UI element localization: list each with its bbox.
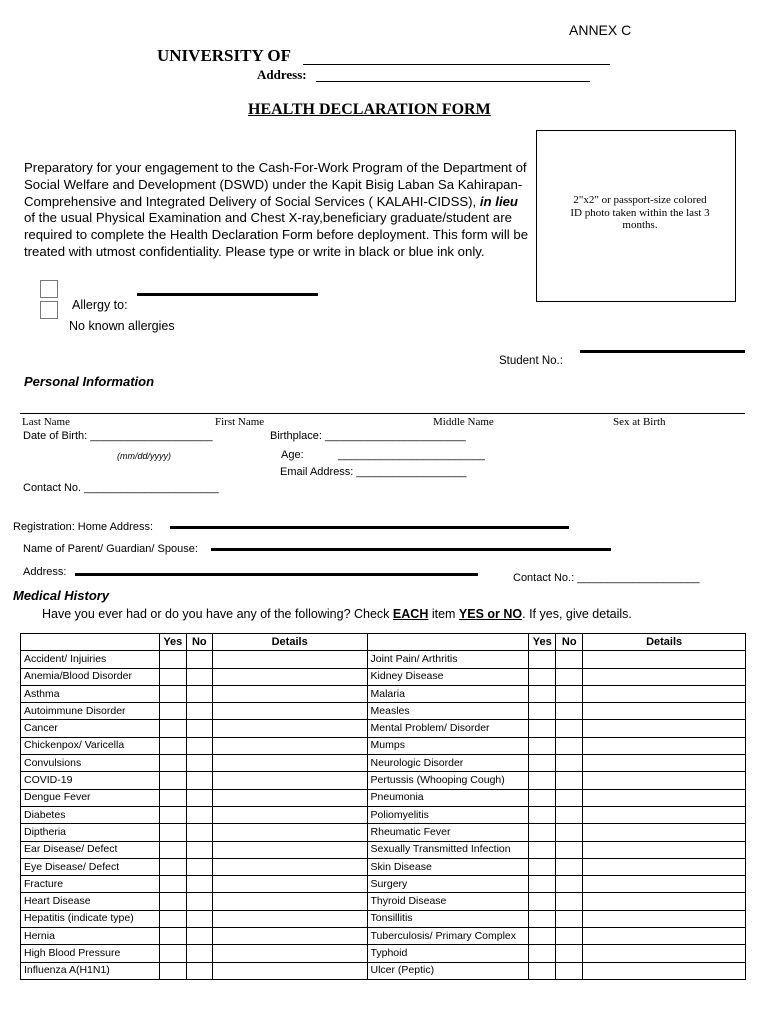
details-cell[interactable]	[583, 858, 746, 875]
no-checkbox-cell[interactable]	[186, 772, 212, 789]
table-row	[21, 893, 746, 910]
details-cell[interactable]	[212, 945, 367, 962]
yes-checkbox-cell[interactable]	[159, 651, 186, 668]
no-checkbox-cell[interactable]	[186, 668, 212, 685]
dob-label[interactable]: Date of Birth: ____________________	[23, 430, 213, 442]
table-row	[21, 858, 746, 875]
intro-emphasis: in lieu	[479, 193, 518, 209]
medical-history-table	[20, 633, 746, 980]
no-checkbox-cell[interactable]	[186, 651, 212, 668]
no-checkbox-cell[interactable]	[186, 755, 212, 772]
no-checkbox-cell[interactable]	[186, 824, 212, 841]
condition-name: Thyroid Disease	[367, 893, 529, 910]
details-cell[interactable]	[212, 962, 367, 979]
condition-name: Cancer	[21, 720, 160, 737]
condition-header-left	[21, 634, 160, 651]
details-cell[interactable]	[212, 668, 367, 685]
university-label: UNIVERSITY OF	[157, 46, 291, 65]
yes-checkbox-cell[interactable]	[159, 772, 186, 789]
condition-name: Chickenpox/ Varicella	[21, 737, 160, 754]
details-cell[interactable]	[583, 806, 746, 823]
details-cell[interactable]	[583, 910, 746, 927]
condition-name: Skin Disease	[367, 858, 529, 875]
condition-name: COVID-19	[21, 772, 160, 789]
condition-name: Kidney Disease	[367, 668, 529, 685]
no-checkbox-cell[interactable]	[186, 962, 212, 979]
table-row	[21, 703, 746, 720]
table-header-row	[21, 634, 746, 651]
table-row	[21, 806, 746, 823]
yes-checkbox-cell[interactable]	[529, 962, 556, 979]
details-cell[interactable]	[212, 858, 367, 875]
condition-name: Eye Disease/ Defect	[21, 858, 160, 875]
details-cell[interactable]	[212, 841, 367, 858]
no-checkbox-cell[interactable]	[556, 772, 583, 789]
condition-name: Typhoid	[367, 945, 529, 962]
table-row	[21, 824, 746, 841]
no-checkbox-cell[interactable]	[186, 720, 212, 737]
details-cell[interactable]	[583, 841, 746, 858]
no-checkbox-cell[interactable]	[556, 910, 583, 927]
no-checkbox-cell[interactable]	[186, 928, 212, 945]
no-checkbox-cell[interactable]	[556, 789, 583, 806]
contact-label[interactable]: Contact No. ______________________	[23, 482, 219, 494]
instruction-post: . If yes, give details.	[522, 607, 632, 621]
yes-checkbox-cell[interactable]	[159, 703, 186, 720]
no-checkbox-cell[interactable]	[186, 910, 212, 927]
no-checkbox-cell[interactable]	[556, 651, 583, 668]
table-row	[21, 789, 746, 806]
condition-name: Hepatitis (indicate type)	[21, 910, 160, 927]
last-name-label: Last Name	[22, 416, 70, 428]
no-checkbox-cell[interactable]	[186, 893, 212, 910]
details-cell[interactable]	[583, 789, 746, 806]
middle-name-label: Middle Name	[433, 416, 494, 428]
no-checkbox-cell[interactable]	[556, 824, 583, 841]
yes-checkbox-cell[interactable]	[159, 737, 186, 754]
instruction-yesno: YES or NO	[458, 607, 523, 621]
no-checkbox-cell[interactable]	[556, 737, 583, 754]
yes-checkbox-cell[interactable]	[159, 928, 186, 945]
details-cell[interactable]	[212, 824, 367, 841]
parent-address-label: Address:	[23, 566, 67, 578]
condition-name: Influenza A(H1N1)	[21, 962, 160, 979]
no-checkbox-cell[interactable]	[556, 703, 583, 720]
details-cell[interactable]	[583, 824, 746, 841]
yes-checkbox-cell[interactable]	[159, 841, 186, 858]
condition-header-right	[367, 634, 529, 651]
no-checkbox-cell[interactable]	[556, 806, 583, 823]
yes-checkbox-cell[interactable]	[529, 945, 556, 962]
table-row	[21, 962, 746, 979]
condition-name: Surgery	[367, 876, 529, 893]
condition-name: High Blood Pressure	[21, 945, 160, 962]
yes-checkbox-cell[interactable]	[159, 685, 186, 702]
allergy-checkbox[interactable]	[40, 280, 58, 298]
condition-name: Heart Disease	[21, 893, 160, 910]
no-checkbox-cell[interactable]	[556, 928, 583, 945]
yes-checkbox-cell[interactable]	[159, 910, 186, 927]
student-no-field[interactable]	[580, 350, 745, 353]
no-checkbox-cell[interactable]	[556, 685, 583, 702]
condition-name: Diptheria	[21, 824, 160, 841]
dob-format-hint: (mm/dd/yyyy)	[117, 451, 171, 461]
yes-checkbox-cell[interactable]	[159, 858, 186, 875]
condition-name: Pneumonia	[367, 789, 529, 806]
sex-at-birth-label: Sex at Birth	[613, 416, 666, 428]
condition-name: Malaria	[367, 685, 529, 702]
intro-part1: Preparatory for your engagement to the Cash-For-Work Program of the Department of Social Welfare and Development (DSWD) under the Kapit Bisig Laban Sa Kahirapan-Comprehensive and Integrated Delivery of Social Services ( KALAHI-CIDSS),	[24, 160, 527, 209]
yes-checkbox-cell[interactable]	[529, 893, 556, 910]
yes-checkbox-cell[interactable]	[159, 755, 186, 772]
yes-checkbox-cell[interactable]	[159, 893, 186, 910]
intro-part2: of the usual Physical Examination and Chest X-ray,beneficiary graduate/student are required to complete the Health Declaration Form before deployment. This form will be treated with utmost confidentiality. Please type or write in black or blue ink only.	[24, 210, 529, 259]
table-row	[21, 928, 746, 945]
condition-name: Neurologic Disorder	[367, 755, 529, 772]
parent-address-field[interactable]	[75, 573, 478, 576]
details-cell[interactable]	[583, 685, 746, 702]
address-label: Address:	[257, 67, 307, 82]
parent-contact-label[interactable]: Contact No.: ____________________	[513, 572, 700, 584]
condition-name: Poliomyelitis	[367, 806, 529, 823]
medical-history-title: Medical History	[13, 588, 110, 603]
yes-checkbox-cell[interactable]	[529, 824, 556, 841]
instruction-pre: Have you ever had or do you have any of the following? Check	[42, 607, 393, 621]
home-address-field[interactable]	[170, 526, 569, 529]
photo-instructions: 2"x2" or passport-size colored ID photo taken within the last 3 months.	[570, 194, 710, 231]
birthplace-label[interactable]: Birthplace: _______________________	[270, 430, 466, 442]
university-field[interactable]	[303, 64, 610, 65]
yes-checkbox-cell[interactable]	[529, 772, 556, 789]
no-header: No	[556, 634, 583, 651]
personal-info-title: Personal Information	[24, 374, 155, 389]
yes-checkbox-cell[interactable]	[529, 668, 556, 685]
details-cell[interactable]	[212, 789, 367, 806]
student-no-label: Student No.:	[499, 355, 563, 367]
intro-paragraph	[24, 160, 529, 261]
name-field-line[interactable]	[20, 413, 745, 414]
address-field[interactable]	[316, 81, 590, 82]
yes-checkbox-cell[interactable]	[159, 824, 186, 841]
condition-name: Pertussis (Whooping Cough)	[367, 772, 529, 789]
condition-name: Sexually Transmitted Infection	[367, 841, 529, 858]
condition-name: Accident/ Injuiries	[21, 651, 160, 668]
details-cell[interactable]	[583, 893, 746, 910]
email-label[interactable]: Email Address: __________________	[280, 466, 467, 478]
details-cell[interactable]	[583, 737, 746, 754]
yes-checkbox-cell[interactable]	[159, 962, 186, 979]
condition-name: Joint Pain/ Arthritis	[367, 651, 529, 668]
no-checkbox-cell[interactable]	[186, 737, 212, 754]
table-row	[21, 720, 746, 737]
no-checkbox-cell[interactable]	[186, 945, 212, 962]
yes-checkbox-cell[interactable]	[529, 928, 556, 945]
condition-name: Measles	[367, 703, 529, 720]
details-cell[interactable]	[212, 720, 367, 737]
condition-name: Convulsions	[21, 755, 160, 772]
details-cell[interactable]	[583, 668, 746, 685]
no-checkbox-cell[interactable]	[186, 841, 212, 858]
no-checkbox-cell[interactable]	[556, 668, 583, 685]
condition-name: Ulcer (Peptic)	[367, 962, 529, 979]
home-address-label: Registration: Home Address:	[13, 521, 154, 533]
details-header: Details	[583, 634, 746, 651]
no-checkbox-cell[interactable]	[556, 841, 583, 858]
no-checkbox-cell[interactable]	[186, 858, 212, 875]
condition-name: Hernia	[21, 928, 160, 945]
first-name-label: First Name	[215, 416, 265, 428]
table-row	[21, 685, 746, 702]
yes-header: Yes	[529, 634, 556, 651]
details-cell[interactable]	[212, 703, 367, 720]
age-label: Age:	[281, 449, 304, 461]
table-row	[21, 945, 746, 962]
details-cell[interactable]	[212, 685, 367, 702]
details-cell[interactable]	[583, 651, 746, 668]
details-cell[interactable]	[212, 928, 367, 945]
table-row	[21, 755, 746, 772]
yes-checkbox-cell[interactable]	[159, 806, 186, 823]
condition-name: Dengue Fever	[21, 789, 160, 806]
no-checkbox-cell[interactable]	[186, 789, 212, 806]
no-checkbox-cell[interactable]	[186, 685, 212, 702]
table-row	[21, 772, 746, 789]
condition-name: Asthma	[21, 685, 160, 702]
form-title: HEALTH DECLARATION FORM	[248, 101, 491, 118]
no-checkbox-cell[interactable]	[556, 945, 583, 962]
details-cell[interactable]	[583, 928, 746, 945]
age-field[interactable]: ________________________	[338, 449, 485, 461]
yes-checkbox-cell[interactable]	[529, 789, 556, 806]
details-cell[interactable]	[583, 755, 746, 772]
medical-instruction	[42, 607, 632, 621]
condition-name: Mumps	[367, 737, 529, 754]
condition-name: Rheumatic Fever	[367, 824, 529, 841]
details-header: Details	[212, 634, 367, 651]
instruction-mid: item	[428, 607, 459, 621]
no-checkbox-cell[interactable]	[556, 962, 583, 979]
yes-checkbox-cell[interactable]	[529, 737, 556, 754]
yes-checkbox-cell[interactable]	[529, 720, 556, 737]
instruction-each: EACH	[392, 607, 429, 621]
yes-checkbox-cell[interactable]	[159, 876, 186, 893]
table-row	[21, 876, 746, 893]
table-row	[21, 737, 746, 754]
table-row	[21, 668, 746, 685]
parent-label: Name of Parent/ Guardian/ Spouse:	[23, 543, 198, 555]
annex-label: ANNEX C	[569, 22, 632, 38]
details-cell[interactable]	[212, 755, 367, 772]
yes-checkbox-cell[interactable]	[529, 841, 556, 858]
no-checkbox-cell[interactable]	[556, 720, 583, 737]
yes-checkbox-cell[interactable]	[529, 806, 556, 823]
no-checkbox-cell[interactable]	[556, 893, 583, 910]
yes-checkbox-cell[interactable]	[159, 668, 186, 685]
details-cell[interactable]	[212, 910, 367, 927]
no-checkbox-cell[interactable]	[186, 703, 212, 720]
yes-checkbox-cell[interactable]	[529, 876, 556, 893]
condition-name: Tuberculosis/ Primary Complex	[367, 928, 529, 945]
details-cell[interactable]	[212, 737, 367, 754]
condition-name: Diabetes	[21, 806, 160, 823]
yes-checkbox-cell[interactable]	[159, 789, 186, 806]
condition-name: Anemia/Blood Disorder	[21, 668, 160, 685]
yes-checkbox-cell[interactable]	[159, 945, 186, 962]
yes-checkbox-cell[interactable]	[529, 858, 556, 875]
parent-field[interactable]	[211, 548, 611, 551]
no-header: No	[186, 634, 212, 651]
details-cell[interactable]	[212, 772, 367, 789]
yes-checkbox-cell[interactable]	[529, 651, 556, 668]
condition-name: Tonsillitis	[367, 910, 529, 927]
no-allergy-checkbox[interactable]	[40, 301, 58, 319]
details-cell[interactable]	[212, 876, 367, 893]
details-cell[interactable]	[212, 893, 367, 910]
yes-checkbox-cell[interactable]	[529, 910, 556, 927]
yes-header: Yes	[159, 634, 186, 651]
yes-checkbox-cell[interactable]	[529, 685, 556, 702]
table-row	[21, 651, 746, 668]
allergy-field[interactable]	[137, 293, 318, 296]
no-checkbox-cell[interactable]	[556, 858, 583, 875]
yes-checkbox-cell[interactable]	[529, 703, 556, 720]
details-cell[interactable]	[583, 945, 746, 962]
no-allergy-label: No known allergies	[69, 319, 175, 333]
no-checkbox-cell[interactable]	[186, 876, 212, 893]
details-cell[interactable]	[212, 651, 367, 668]
condition-name: Ear Disease/ Defect	[21, 841, 160, 858]
no-checkbox-cell[interactable]	[186, 806, 212, 823]
details-cell[interactable]	[583, 720, 746, 737]
details-cell[interactable]	[583, 876, 746, 893]
table-row	[21, 910, 746, 927]
condition-name: Autoimmune Disorder	[21, 703, 160, 720]
no-checkbox-cell[interactable]	[556, 876, 583, 893]
condition-name: Fracture	[21, 876, 160, 893]
condition-name: Mental Problem/ Disorder	[367, 720, 529, 737]
yes-checkbox-cell[interactable]	[159, 720, 186, 737]
yes-checkbox-cell[interactable]	[529, 755, 556, 772]
details-cell[interactable]	[583, 962, 746, 979]
details-cell[interactable]	[583, 772, 746, 789]
allergy-label: Allergy to:	[72, 298, 128, 312]
details-cell[interactable]	[212, 806, 367, 823]
no-checkbox-cell[interactable]	[556, 755, 583, 772]
table-row	[21, 841, 746, 858]
details-cell[interactable]	[583, 703, 746, 720]
